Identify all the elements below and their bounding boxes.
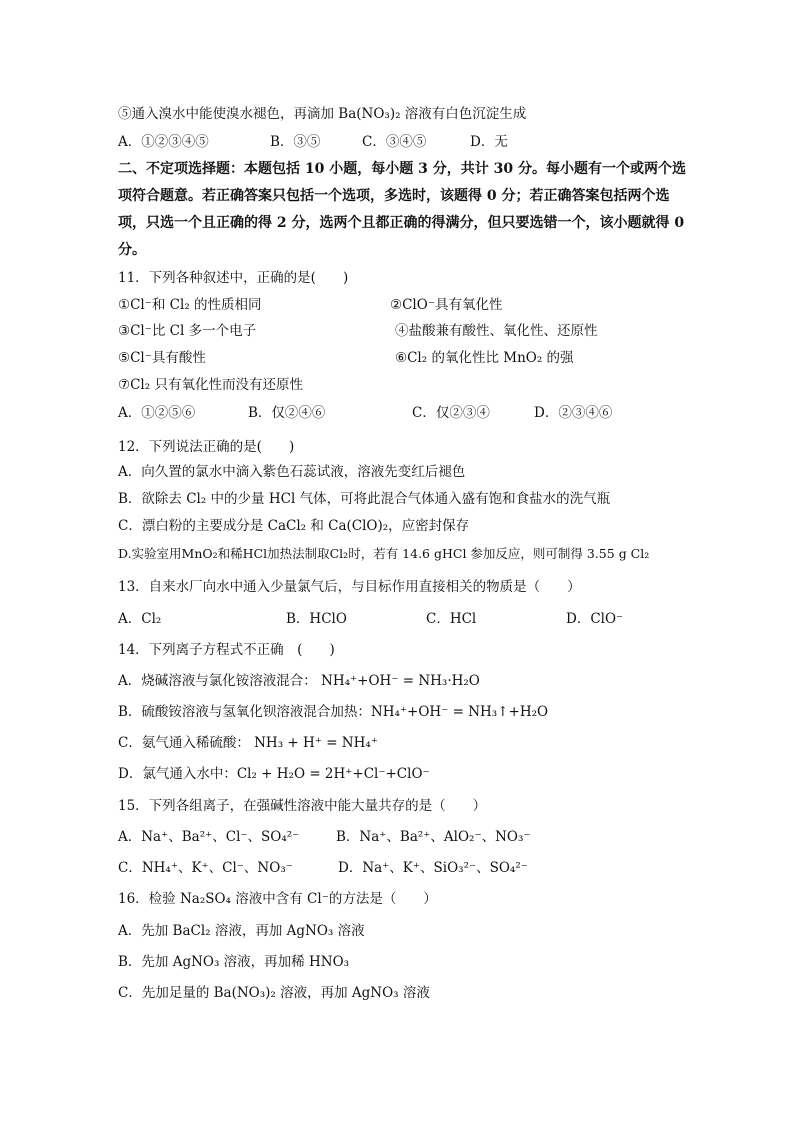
q14-option-c: C．氨气通入稀硫酸： NH₃ + H⁺ = NH₄⁺	[118, 735, 378, 751]
q12-option-b: B．欲除去 Cl₂ 中的少量 HCl 气体，可将此混合气体通入盛有饱和食盐水的洗气瓶	[118, 491, 611, 507]
q13-option-a: A．Cl₂	[118, 611, 162, 627]
q13-stem: 13．自来水厂向水中通入少量氯气后，与目标作用直接相关的物质是（ ）	[118, 579, 581, 595]
q15-option-d: D．Na⁺、K⁺、SiO₃²⁻、SO₄²⁻	[338, 860, 528, 876]
q16-option-a: A．先加 BaCl₂ 溶液，再加 AgNO₃ 溶液	[118, 923, 365, 939]
q13-option-d: D．ClO⁻	[566, 611, 624, 627]
q10-option-c: C．③④⑤	[362, 134, 427, 150]
q11-option-c: C．仅②③④	[412, 405, 490, 421]
q15-option-c: C．NH₄⁺、K⁺、Cl⁻、NO₃⁻	[118, 860, 293, 876]
q14-option-a: A．烧碱溶液与氯化铵溶液混合： NH₄⁺+OH⁻ = NH₃·H₂O	[118, 673, 480, 689]
q11-statement-6: ⑥Cl₂ 的氧化性比 MnO₂ 的强	[395, 350, 574, 366]
q11-option-b: B．仅②④⑥	[248, 405, 326, 421]
q13-option-c: C．HCl	[426, 611, 477, 627]
q10-option-b: B．③⑤	[270, 134, 321, 150]
section2-line-2: 项符合题意。若正确答案只包括一个选项，多选时，该题得 0 分；若正确答案包括两个选	[118, 188, 670, 204]
q11-option-a: A．①②⑤⑥	[118, 405, 196, 421]
q11-stem: 11．下列各种叙述中，正确的是( )	[118, 270, 349, 286]
q15-option-b: B．Na⁺、Ba²⁺、AlO₂⁻、NO₃⁻	[336, 829, 531, 845]
q10-option-d: D．无	[470, 134, 508, 150]
q12-option-d: D.实验室用MnO₂和稀HCl加热法制取Cl₂时，若有 14.6 gHCl 参加反应，则可制得 3.55 g Cl₂	[118, 546, 650, 561]
q16-option-b: B．先加 AgNO₃ 溶液，再加稀 HNO₃	[118, 954, 350, 970]
q11-statement-2: ②ClO⁻具有氧化性	[390, 297, 503, 313]
q12-option-a: A．向久置的氯水中滴入紫色石蕊试液，溶液先变红后褪色	[118, 464, 466, 480]
q11-statement-4: ④盐酸兼有酸性、氧化性、还原性	[395, 323, 598, 339]
section2-line-3: 项，只选一个且正确的得 2 分，选两个且都正确的得满分，但只要选错一个，该小题就得 0	[118, 215, 685, 231]
q14-option-b: B．硫酸铵溶液与氢氧化钡溶液混合加热：NH₄⁺+OH⁻ = NH₃↑+H₂O	[118, 704, 549, 720]
q11-statement-3: ③Cl⁻比 Cl 多一个电子	[118, 323, 257, 339]
section2-line-4: 分。	[118, 242, 146, 258]
q15-stem: 15．下列各组离子，在强碱性溶液中能大量共存的是（ ）	[118, 798, 487, 814]
q11-option-d: D．②③④⑥	[534, 405, 613, 421]
q16-option-c: C．先加足量的 Ba(NO₃)₂ 溶液，再加 AgNO₃ 溶液	[118, 985, 430, 1001]
q14-option-d: D．氯气通入水中：Cl₂ + H₂O = 2H⁺+Cl⁻+ClO⁻	[118, 766, 430, 782]
q10-item-5: ⑤通入溴水中能使溴水褪色，再滴加 Ba(NO₃)₂ 溶液有白色沉淀生成	[118, 106, 527, 122]
q14-stem: 14．下列离子方程式不正确 ( )	[118, 642, 335, 658]
q11-statement-1: ①Cl⁻和 Cl₂ 的性质相同	[118, 297, 262, 313]
q12-stem: 12．下列说法正确的是( )	[118, 439, 295, 455]
q11-statement-7: ⑦Cl₂ 只有氧化性而没有还原性	[118, 377, 303, 393]
q11-statement-5: ⑤Cl⁻具有酸性	[118, 350, 206, 366]
q15-option-a: A．Na⁺、Ba²⁺、Cl⁻、SO₄²⁻	[118, 829, 300, 845]
q13-option-b: B．HClO	[286, 611, 347, 627]
q16-stem: 16．检验 Na₂SO₄ 溶液中含有 Cl⁻的方法是（ ）	[118, 891, 437, 907]
section2-line-1: 二、不定项选择题：本题包括 10 小题，每小题 3 分，共计 30 分。每小题有一个或两个选	[118, 161, 686, 177]
q12-option-c: C．漂白粉的主要成分是 CaCl₂ 和 Ca(ClO)₂，应密封保存	[118, 518, 470, 534]
q10-option-a: A．①②③④⑤	[118, 134, 209, 150]
